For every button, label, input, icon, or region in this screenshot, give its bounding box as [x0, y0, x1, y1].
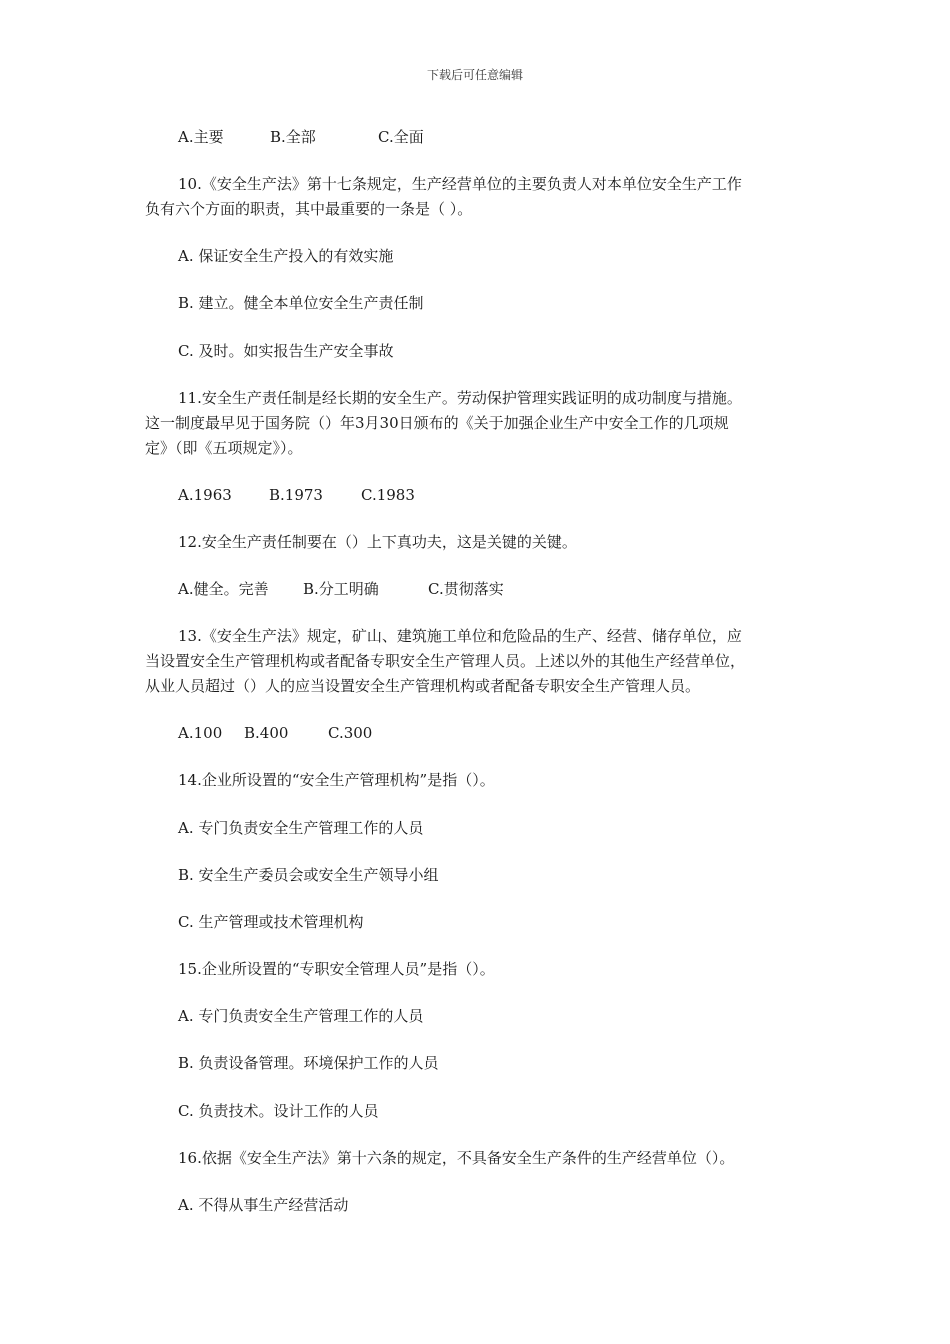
q11-text-line1: 11.安全生产责任制是经长期的安全生产。劳动保护管理实践证明的成功制度与措施。	[178, 389, 742, 407]
q9-option-c: C.全面	[378, 128, 424, 146]
q14-option-a: A. 专门负责安全生产管理工作的人员	[178, 819, 424, 837]
page-header: 下载后可任意编辑	[426, 68, 523, 82]
q16-text-line1: 16.依据《安全生产法》第十六条的规定，不具备安全生产条件的生产经营单位（）。	[178, 1149, 735, 1167]
q13-text-line1: 13.《安全生产法》规定，矿山、建筑施工单位和危险品的生产、经营、储存单位，应	[178, 627, 742, 645]
q15-option-a: A. 专门负责安全生产管理工作的人员	[178, 1007, 424, 1025]
q12-text-line1: 12.安全生产责任制要在（）上下真功夫，这是关键的关键。	[178, 533, 577, 551]
q15-option-b: B. 负责设备管理。环境保护工作的人员	[178, 1054, 439, 1072]
q14-option-b: B. 安全生产委员会或安全生产领导小组	[178, 866, 439, 884]
q11-option-b: B.1973	[269, 486, 323, 504]
q9-option-b: B.全部	[270, 128, 316, 146]
q15-text-line1: 15.企业所设置的“专职安全管理人员”是指（）。	[178, 960, 495, 978]
q11-text-line3: 定》（即《五项规定》）。	[145, 439, 303, 457]
q12-option-b: B.分工明确	[303, 580, 379, 598]
q11-text-line2: 这一制度最早见于国务院（）年3月30日颁布的《关于加强企业生产中安全工作的几项规	[145, 414, 729, 432]
q12-option-c: C.贯彻落实	[428, 580, 504, 598]
q9-option-a: A.主要	[178, 128, 224, 146]
q10-option-a: A. 保证安全生产投入的有效实施	[178, 247, 394, 265]
q10-option-c: C. 及时。如实报告生产安全事故	[178, 342, 394, 360]
q10-text-line1: 10.《安全生产法》第十七条规定，生产经营单位的主要负责人对本单位安全生产工作	[178, 175, 742, 193]
q14-text-line1: 14.企业所设置的“安全生产管理机构”是指（）。	[178, 771, 495, 789]
q13-option-a: A.100	[178, 724, 223, 742]
q14-option-c: C. 生产管理或技术管理机构	[178, 913, 364, 931]
q13-option-b: B.400	[244, 724, 289, 742]
q12-option-a: A.健全。完善	[178, 580, 269, 598]
q10-text-line2: 负有六个方面的职责，其中最重要的一条是（ ）。	[145, 200, 473, 218]
q11-option-c: C.1983	[361, 486, 415, 504]
q10-option-b: B. 建立。健全本单位安全生产责任制	[178, 294, 424, 312]
q11-option-a: A.1963	[178, 486, 232, 504]
q13-option-c: C.300	[328, 724, 373, 742]
q16-option-a: A. 不得从事生产经营活动	[178, 1196, 349, 1214]
q15-option-c: C. 负责技术。设计工作的人员	[178, 1102, 379, 1120]
q13-text-line2: 当设置安全生产管理机构或者配备专职安全生产管理人员。上述以外的其他生产经营单位，	[145, 652, 746, 670]
q13-text-line3: 从业人员超过（）人的应当设置安全生产管理机构或者配备专职安全生产管理人员。	[145, 677, 701, 695]
